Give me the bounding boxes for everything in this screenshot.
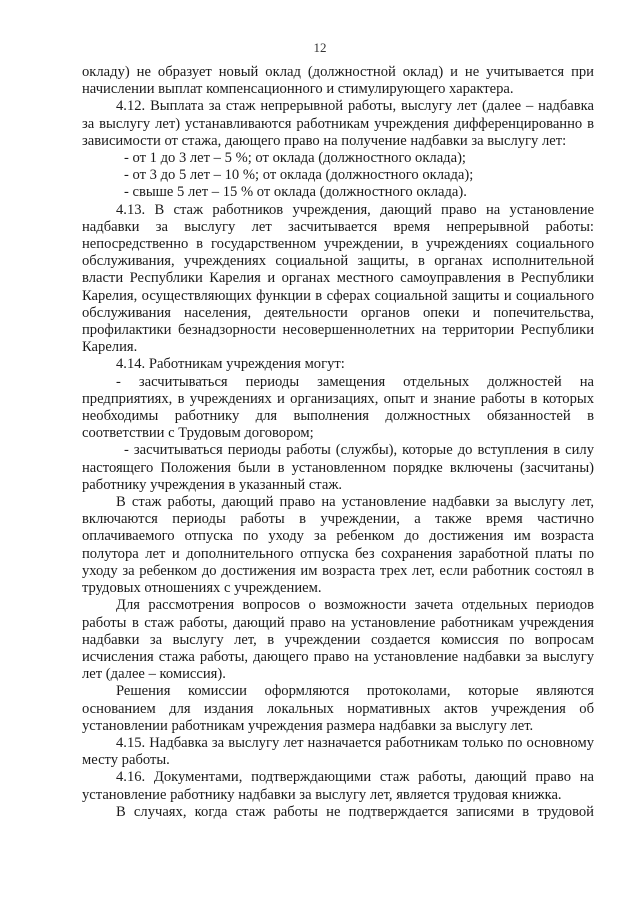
paragraph: - свыше 5 лет – 15 % от оклада (должностного оклада). xyxy=(124,184,467,201)
paragraph: 4.12. Выплата за стаж непрерывной работы, выслугу лет (далее – надбавка за выслугу лет) устанавливаются работникам учреждения дифференцированно в зависимости от стажа, дающего право на получение надбавки за выслугу лет: xyxy=(82,98,594,149)
paragraph: - от 3 до 5 лет – 10 %; от оклада (должностного оклада); xyxy=(124,167,474,184)
paragraph: Решения комиссии оформляются протоколами, которые являются основанием для издания локальных нормативных актов учреждения об установлении работникам учреждения размера надбавки за выслугу лет. xyxy=(82,683,594,734)
paragraph: 4.14. Работникам учреждения могут: xyxy=(116,356,345,373)
page-number: 12 xyxy=(313,40,327,55)
paragraph: - от 1 до 3 лет – 5 %; от оклада (должностного оклада); xyxy=(124,150,466,167)
paragraph: В случаях, когда стаж работы не подтверждается записями в трудовой xyxy=(116,803,594,820)
paragraph: В стаж работы, дающий право на установление надбавки за выслугу лет, включаются периоды работы в учреждении, а также время частично оплачиваемого отпуска по уходу за ребенком до достижения им возраста полутора лет и дополнительного отпуска без сохранения заработной платы по уходу за ребенком до достижения им возраста трех лет, если работник состоял в трудовых отношениях с учреждением. xyxy=(82,494,594,597)
document-body xyxy=(82,64,594,821)
paragraph: окладу) не образует новый оклад (должностной оклад) и не учитывается при начислении выплат компенсационного и стимулирующего характера. xyxy=(82,64,594,98)
paragraph: - засчитываться периоды работы (службы), которые до вступления в силу настоящего Положения были в установленном порядке включены (засчитаны) работнику учреждения в указанный стаж. xyxy=(82,442,594,493)
paragraph: - засчитываться периоды замещения отдельных должностей на предприятиях, в учреждениях и организациях, опыт и знание работы в которых необходимы работнику для выполнения должностных обязанностей в соответствии с Трудовым договором; xyxy=(82,373,594,442)
paragraph: 4.13. В стаж работников учреждения, дающий право на установление надбавки за выслугу лет засчитывается время непрерывной работы: непосредственно в государственном учреждении, в учреждениях социального обслуживания, учреждениях социальной защиты, в органах исполнительной власти Республики Карелия и органах местного самоуправления в Республики Карелия, осуществляющих функции в сферах социальной защиты и социального обслуживания населения, деятельности органов опеки и попечительства, профилактики безнадзорности несовершеннолетних на территории Республики Карелия. xyxy=(82,201,594,356)
paragraph: Для рассмотрения вопросов о возможности зачета отдельных периодов работы в стаж работы, дающий право на установление работникам учреждения надбавки за выслугу лет, в учреждении создается комиссия по вопросам исчисления стажа работы, дающего право на установление надбавки за выслугу лет (далее – комиссия). xyxy=(82,597,594,683)
paragraph: 4.16. Документами, подтверждающими стаж работы, дающий право на установление работнику надбавки за выслугу лет, является трудовая книжка. xyxy=(82,769,594,803)
paragraph: 4.15. Надбавка за выслугу лет назначается работникам только по основному месту работы. xyxy=(82,734,594,769)
